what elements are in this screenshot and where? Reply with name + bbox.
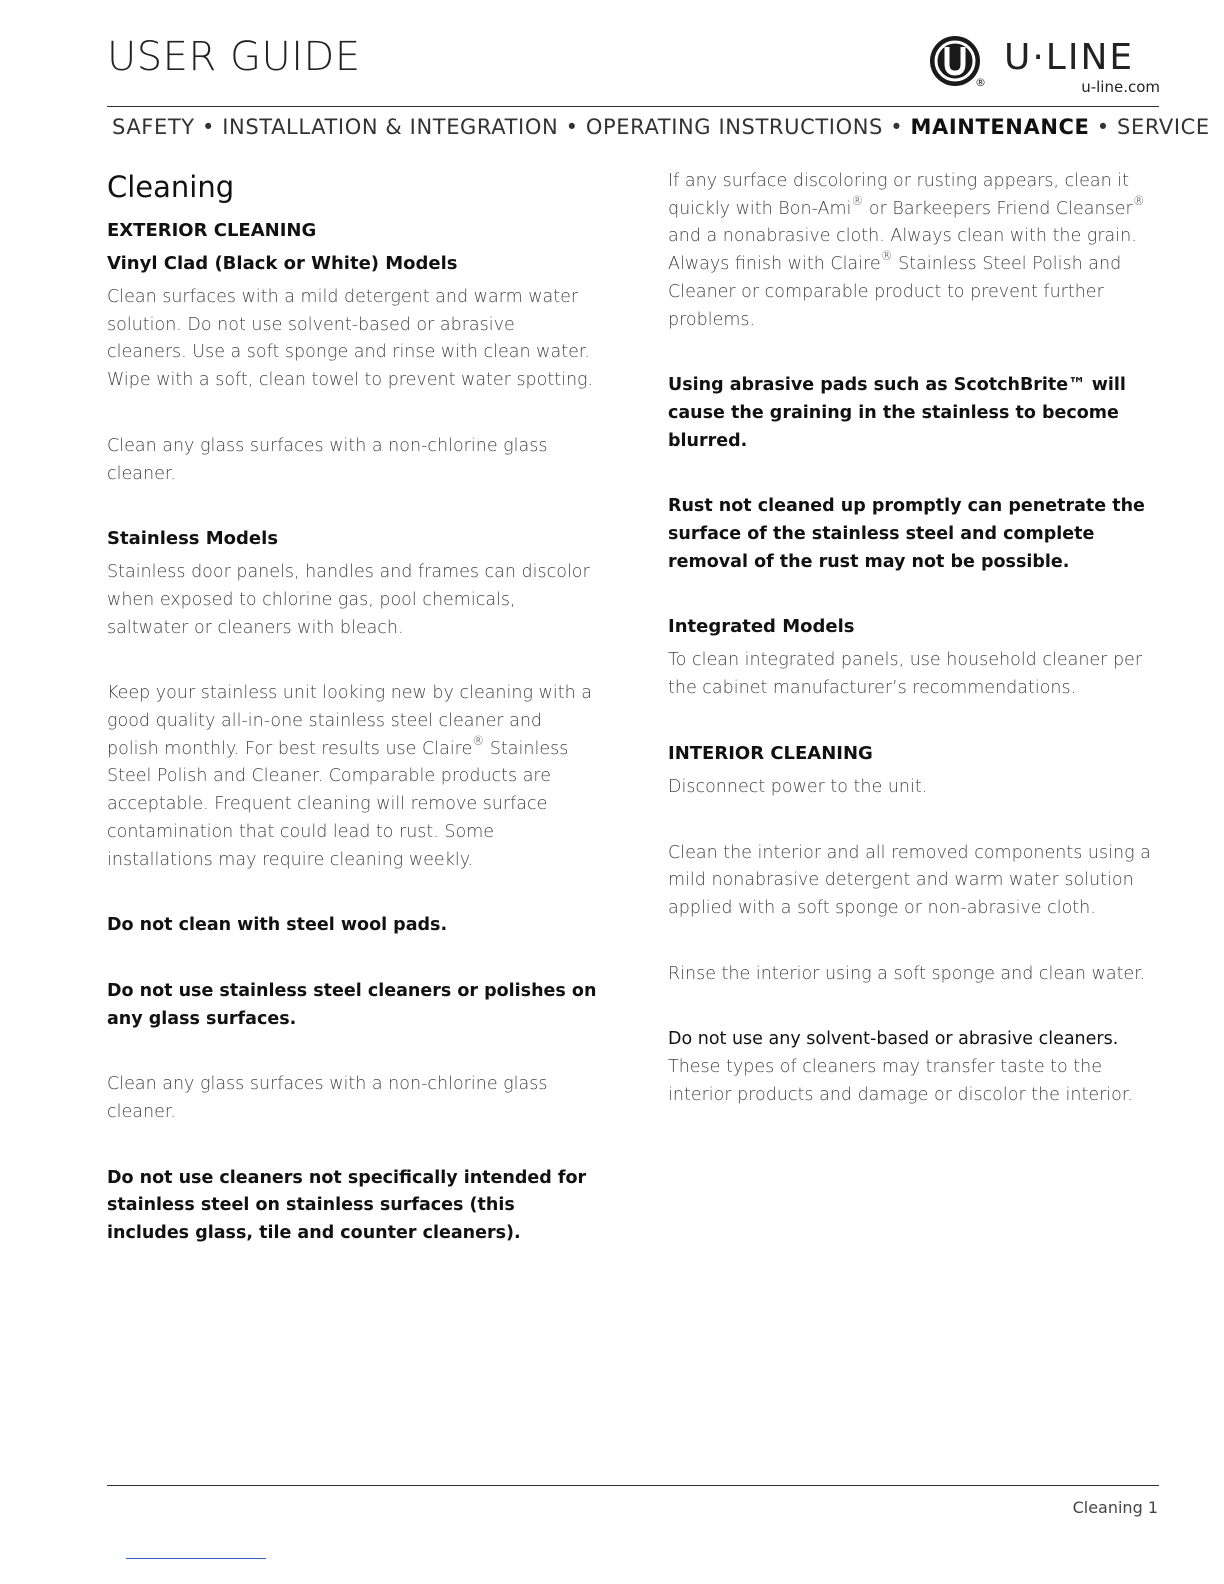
stainless-models-heading: Stainless Models [107, 528, 279, 550]
document-title: USER GUIDE [107, 34, 361, 80]
page-heading: Cleaning [107, 170, 235, 204]
integrated-paragraph: To clean integrated panels, use household cleaner per the cabinet manufacturer’s recommendations. [668, 650, 1143, 699]
stainless-care-paragraph: Keep your stainless unit looking new by cleaning with a good quality all-in-one stainless steel cleaner and polish monthly. For best results use Claire® Stainless Steel Polish and Cleaner. Comparable products are acceptable. Frequent cleaning will remove surface contamination that could lead to rust. Some installations may require cleaning weekly. [107, 683, 592, 870]
warning-rust: Rust not cleaned up promptly can penetrate the surface of the stainless steel and complete removal of the rust may not be possible. [668, 496, 1145, 572]
page-number: Cleaning 1 [1072, 1498, 1158, 1517]
warning-abrasive-pads: Using abrasive pads such as ScotchBrite™ will cause the graining in the stainless to become blurred. [668, 375, 1126, 451]
footer-link-line [126, 1558, 266, 1559]
nav-separator: • [201, 115, 215, 139]
rust-paragraph: If any surface discoloring or rusting appears, clean it quickly with Bon-Ami® or Barkeepers Friend Cleanser® and a nonabrasive cloth. Always clean with the grain. Always finish with Claire® Stainless Steel Polish and Cleaner or comparable product to prevent further problems. [668, 171, 1145, 330]
brand-name: U·LINE [1004, 37, 1135, 78]
header-rule [107, 106, 1159, 107]
exterior-cleaning-heading: EXTERIOR CLEANING [107, 220, 317, 241]
interior-cleaning-heading: INTERIOR CLEANING [668, 742, 873, 764]
nav-separator: • [1096, 115, 1110, 139]
integrated-models-heading: Integrated Models [668, 616, 855, 638]
warning-non-stainless-cleaners: Do not use cleaners not specifically intended for stainless steel on stainless surfaces (this includes glass, tile and counter cleaners). [107, 1167, 587, 1244]
right-column [668, 168, 1158, 1147]
nav-item-installation[interactable]: INSTALLATION & INTEGRATION [222, 115, 559, 139]
vinyl-paragraph: Clean surfaces with a mild detergent and warm water solution. Do not use solvent-based or abrasive cleaners. Use a soft sponge and rinse with clean water. Wipe with a soft, clean towel to prevent water spotting. [107, 287, 594, 391]
brand-url[interactable]: u-line.com [1081, 78, 1160, 96]
warning-glass-surfaces: Do not use stainless steel cleaners or polishes on any glass surfaces. [107, 980, 597, 1029]
registered-mark: ® [472, 733, 485, 748]
interior-warning-paragraph: Do not use any solvent-based or abrasive cleaners. These types of cleaners may transfer taste to the interior products and damage or discolor the interior. [668, 1029, 1133, 1105]
warning-steel-wool: Do not clean with steel wool pads. [107, 915, 448, 936]
nav-item-operating[interactable]: OPERATING INSTRUCTIONS [585, 115, 883, 139]
nav-item-service[interactable]: SERVICE [1117, 115, 1210, 139]
left-column [107, 168, 597, 1286]
interior-rinse-paragraph: Rinse the interior using a soft sponge and clean water. [668, 963, 1146, 984]
nav-separator: • [565, 115, 579, 139]
registered-mark: ® [975, 76, 986, 89]
brand-logo [928, 34, 1160, 96]
section-nav [112, 114, 1210, 140]
stainless-discolor-paragraph: Stainless door panels, handles and frames can discolor when exposed to chlorine gas, pool chemicals, saltwater or cleaners with bleach. [107, 562, 590, 638]
interior-clean-paragraph: Clean the interior and all removed components using a mild nonabrasive detergent and warm water solution applied with a soft sponge or non-abrasive cloth. [668, 842, 1151, 918]
glass-cleaner-paragraph: Clean any glass surfaces with a non-chlorine glass cleaner. [107, 1074, 548, 1123]
interior-disconnect-paragraph: Disconnect power to the unit. [668, 776, 928, 797]
nav-item-safety[interactable]: SAFETY [112, 115, 195, 139]
vinyl-models-heading: Vinyl Clad (Black or White) Models [107, 253, 458, 274]
vinyl-glass-paragraph: Clean any glass surfaces with a non-chlorine glass cleaner. [107, 435, 548, 484]
footer-rule [107, 1485, 1159, 1486]
nav-separator: • [890, 115, 904, 139]
nav-item-maintenance[interactable]: MAINTENANCE [910, 115, 1090, 139]
